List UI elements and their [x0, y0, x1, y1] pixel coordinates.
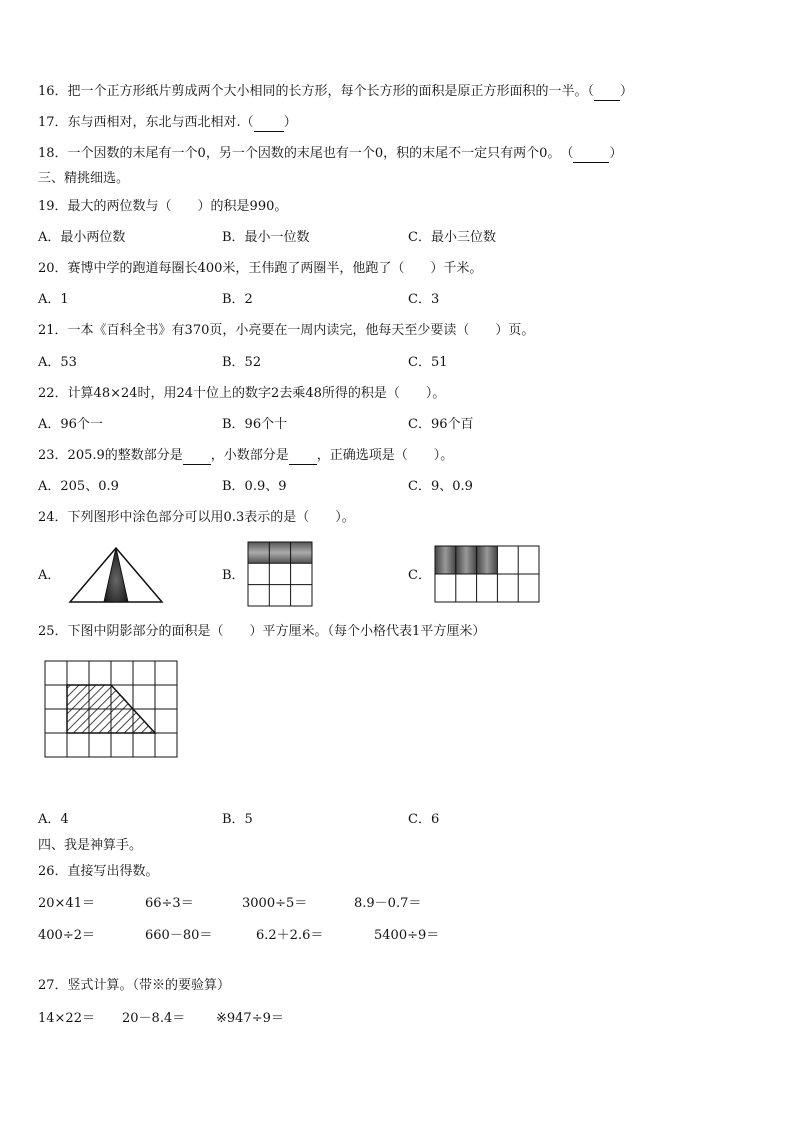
- calc-item: 14×22＝: [38, 1011, 95, 1026]
- calc-item: 8.9－0.7＝: [354, 896, 422, 911]
- option-c[interactable]: C．6: [408, 812, 440, 827]
- option-a[interactable]: A．205、0.9: [38, 479, 119, 494]
- question-16-text: 16．把一个正方形纸片剪成两个大小相同的长方形，每个长方形的面积是原正方形面积的一半。（: [38, 84, 595, 99]
- option-a[interactable]: A．53: [38, 355, 77, 370]
- answer-blank[interactable]: [594, 84, 620, 101]
- triangle-figure[interactable]: [68, 546, 164, 604]
- answer-blank[interactable]: [183, 448, 211, 465]
- question-16: [38, 84, 633, 101]
- option-b[interactable]: B．96个十: [222, 417, 288, 432]
- question-18-text: 18．一个因数的末尾有一个0，另一个因数的末尾也有一个0，积的末尾不一定只有两个0。 （: [38, 146, 574, 161]
- option-c-label[interactable]: C．: [408, 568, 431, 583]
- question-17-text: 17．东与西相对，东北与西北相对.（: [38, 115, 254, 130]
- calc-item: 6.2＋2.6＝: [256, 928, 324, 943]
- question-24-text: 24．下列图形中涂色部分可以用0.3表示的是（ ）。: [38, 510, 355, 525]
- option-a-label[interactable]: A．: [38, 568, 61, 583]
- question-17: [38, 115, 297, 132]
- option-b[interactable]: B．52: [222, 355, 262, 370]
- answer-blank[interactable]: [289, 448, 317, 465]
- question-18: [38, 146, 622, 163]
- option-a[interactable]: A．96个一: [38, 417, 103, 432]
- calc-item: 3000÷5＝: [242, 896, 308, 911]
- question-23: [38, 448, 453, 465]
- question-23-text-c: ，正确选项是（ ）。: [316, 448, 454, 463]
- grid-3x3-figure[interactable]: [247, 541, 313, 607]
- question-27-text: 27．竖式计算。（带※的要验算）: [38, 978, 231, 993]
- question-26-text: 26．直接写出得数。: [38, 864, 159, 879]
- option-a[interactable]: A．4: [38, 812, 69, 827]
- calc-item: 400÷2＝: [38, 928, 95, 943]
- bracket-close: ）: [283, 115, 297, 130]
- bracket-close: ）: [609, 146, 623, 161]
- option-c[interactable]: C．最小三位数: [408, 230, 496, 245]
- option-c[interactable]: C．9、0.9: [408, 479, 473, 494]
- question-22-text: 22．计算48×24时，用24十位上的数字2去乘48所得的积是（ ）。: [38, 386, 446, 401]
- option-c[interactable]: C．3: [408, 292, 440, 307]
- calc-item: 20－8.4＝: [122, 1011, 186, 1026]
- calc-item: 20×41＝: [38, 896, 95, 911]
- grid-lines: [45, 661, 177, 757]
- option-a[interactable]: A．最小两位数: [38, 230, 126, 245]
- calc-item: ※947÷9＝: [216, 1011, 284, 1026]
- section-3-heading: 三、精挑细选。: [38, 171, 130, 186]
- bracket-close: ）: [620, 84, 634, 99]
- calc-item: 660－80＝: [145, 928, 213, 943]
- option-c[interactable]: C．51: [408, 355, 448, 370]
- calc-item: 66÷3＝: [145, 896, 194, 911]
- shaded-cell: [477, 546, 498, 574]
- shaded-cell: [435, 546, 456, 574]
- calc-item: 5400÷9＝: [374, 928, 440, 943]
- option-b-label[interactable]: B．: [222, 568, 245, 583]
- option-b[interactable]: B．0.9、9: [222, 479, 287, 494]
- option-c[interactable]: C．96个百: [408, 417, 474, 432]
- area-grid-figure: [44, 660, 178, 758]
- grid-5x2-figure[interactable]: [434, 545, 540, 603]
- option-a[interactable]: A．1: [38, 292, 69, 307]
- shaded-cell: [456, 546, 477, 574]
- question-19-text: 19．最大的两位数与（ ）的积是990。: [38, 199, 288, 214]
- answer-blank[interactable]: [254, 115, 284, 132]
- option-b[interactable]: B．最小一位数: [222, 230, 310, 245]
- shaded-row: [248, 542, 312, 563]
- question-21-text: 21．一本《百科全书》有370页，小亮要在一周内读完，他每天至少要读（ ）页。: [38, 323, 535, 338]
- option-b[interactable]: B．5: [222, 812, 253, 827]
- question-23-text-b: ，小数部分是: [210, 448, 289, 463]
- section-4-heading: 四、我是神算手。: [38, 838, 143, 853]
- question-25-text: 25．下图中阴影部分的面积是（ ）平方厘米。（每个小格代表1平方厘米）: [38, 624, 486, 639]
- answer-blank[interactable]: [573, 146, 609, 163]
- question-20-text: 20．赛博中学的跑道每圈长400米，王伟跑了两圈半，他跑了（ ）千米。: [38, 261, 483, 276]
- option-b[interactable]: B．2: [222, 292, 253, 307]
- question-23-text-a: 23．205.9的整数部分是: [38, 448, 183, 463]
